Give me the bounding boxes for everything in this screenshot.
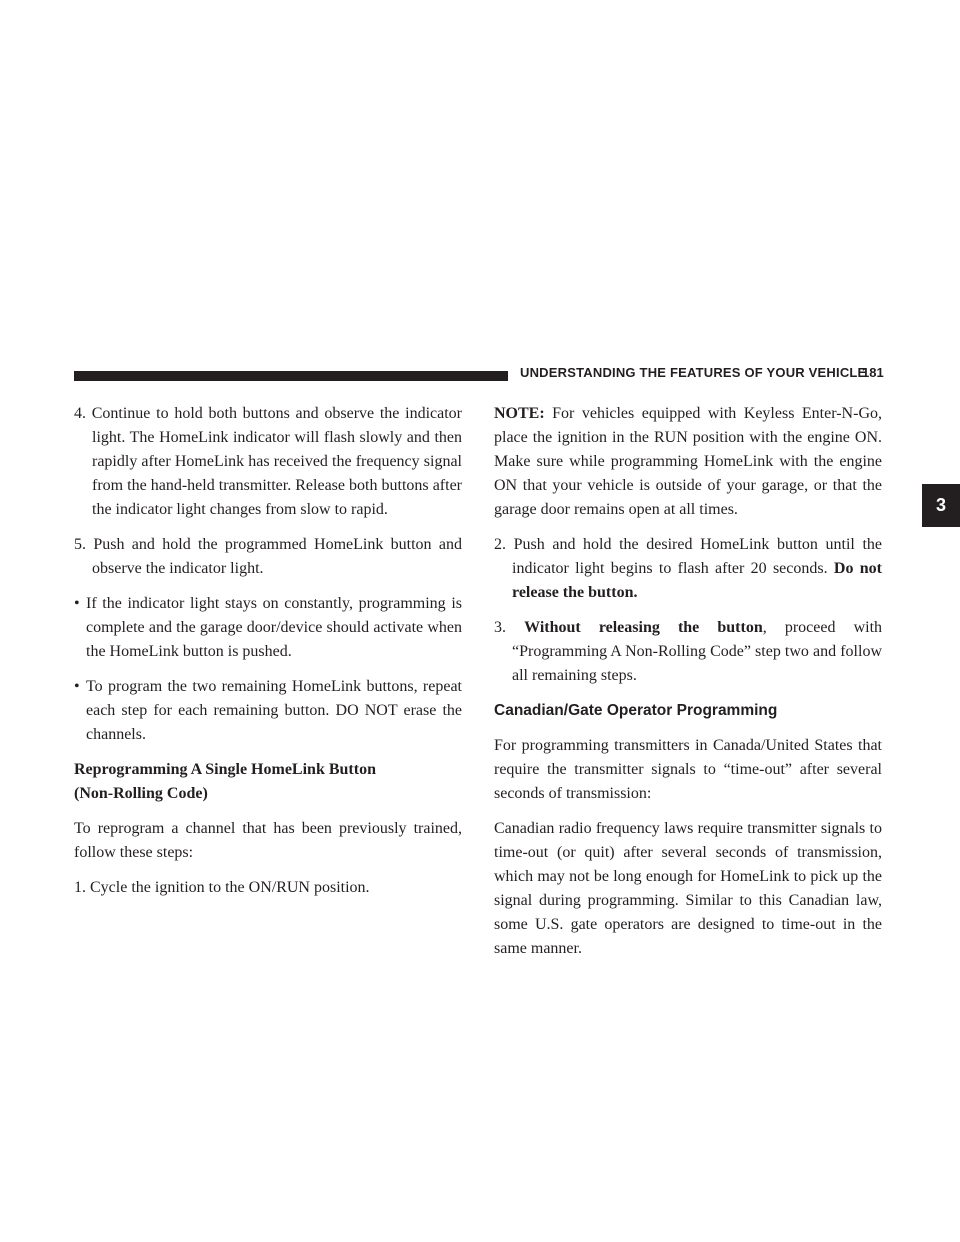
body-paragraph: Canadian radio frequency laws require transmitter signals to time-out (or quit) after several seconds of transmission, which may not be long enough for HomeLink to pick up the signal during programming. Similar to this Canadian law, some U.S. gate operators are designed to time-out in the same manner.	[494, 820, 882, 957]
left-column	[74, 402, 462, 911]
running-header-title: UNDERSTANDING THE FEATURES OF YOUR VEHICLE	[520, 365, 867, 380]
note-label: NOTE:	[494, 405, 545, 422]
step-2: 2. Push and hold the desired HomeLink button until the indicator light begins to flash after 20 seconds. Do not release the button.	[494, 536, 883, 601]
section-heading: Canadian/Gate Operator Programming	[494, 702, 778, 719]
note-paragraph: NOTE: For vehicles equipped with Keyless Enter-N-Go, place the ignition in the RUN position with the engine ON. Make sure while programming HomeLink with the engine ON that your vehicle is outside of your garage, or that the garage door remains open at all times.	[494, 405, 882, 518]
step-3: 3. Without releasing the button, proceed with “Programming A Non-Rolling Code” step two and follow all remaining steps.	[494, 619, 883, 684]
step-1: 1. Cycle the ignition to the ON/RUN position.	[74, 879, 370, 896]
bullet-item: • If the indicator light stays on constantly, programming is complete and the garage door/device should activate when the HomeLink button is pushed.	[74, 592, 462, 664]
bullet-icon: •	[74, 678, 80, 695]
page-number: 181	[862, 365, 884, 380]
bullet-icon: •	[74, 595, 80, 612]
body-paragraph: For programming transmitters in Canada/United States that require the transmitter signals to “time-out” after several seconds of transmission:	[494, 737, 882, 802]
section-subheading: Reprogramming A Single HomeLink Button (Non-Rolling Code)	[74, 761, 376, 802]
right-column	[494, 402, 882, 972]
bullet-item: • To program the two remaining HomeLink buttons, repeat each step for each remaining button. DO NOT erase the channels.	[74, 675, 462, 747]
intro-paragraph: To reprogram a channel that has been previously trained, follow these steps:	[74, 820, 462, 861]
step-5: 5. Push and hold the programmed HomeLink button and observe the indicator light.	[74, 536, 462, 577]
chapter-tab: 3	[922, 484, 960, 527]
step-4: 4. Continue to hold both buttons and observe the indicator light. The HomeLink indicator will flash slowly and then rapidly after HomeLink has received the frequency signal from the hand-held transmitter. Release both buttons after the indicator light changes from slow to rapid.	[74, 405, 462, 518]
header-rule	[74, 371, 508, 381]
